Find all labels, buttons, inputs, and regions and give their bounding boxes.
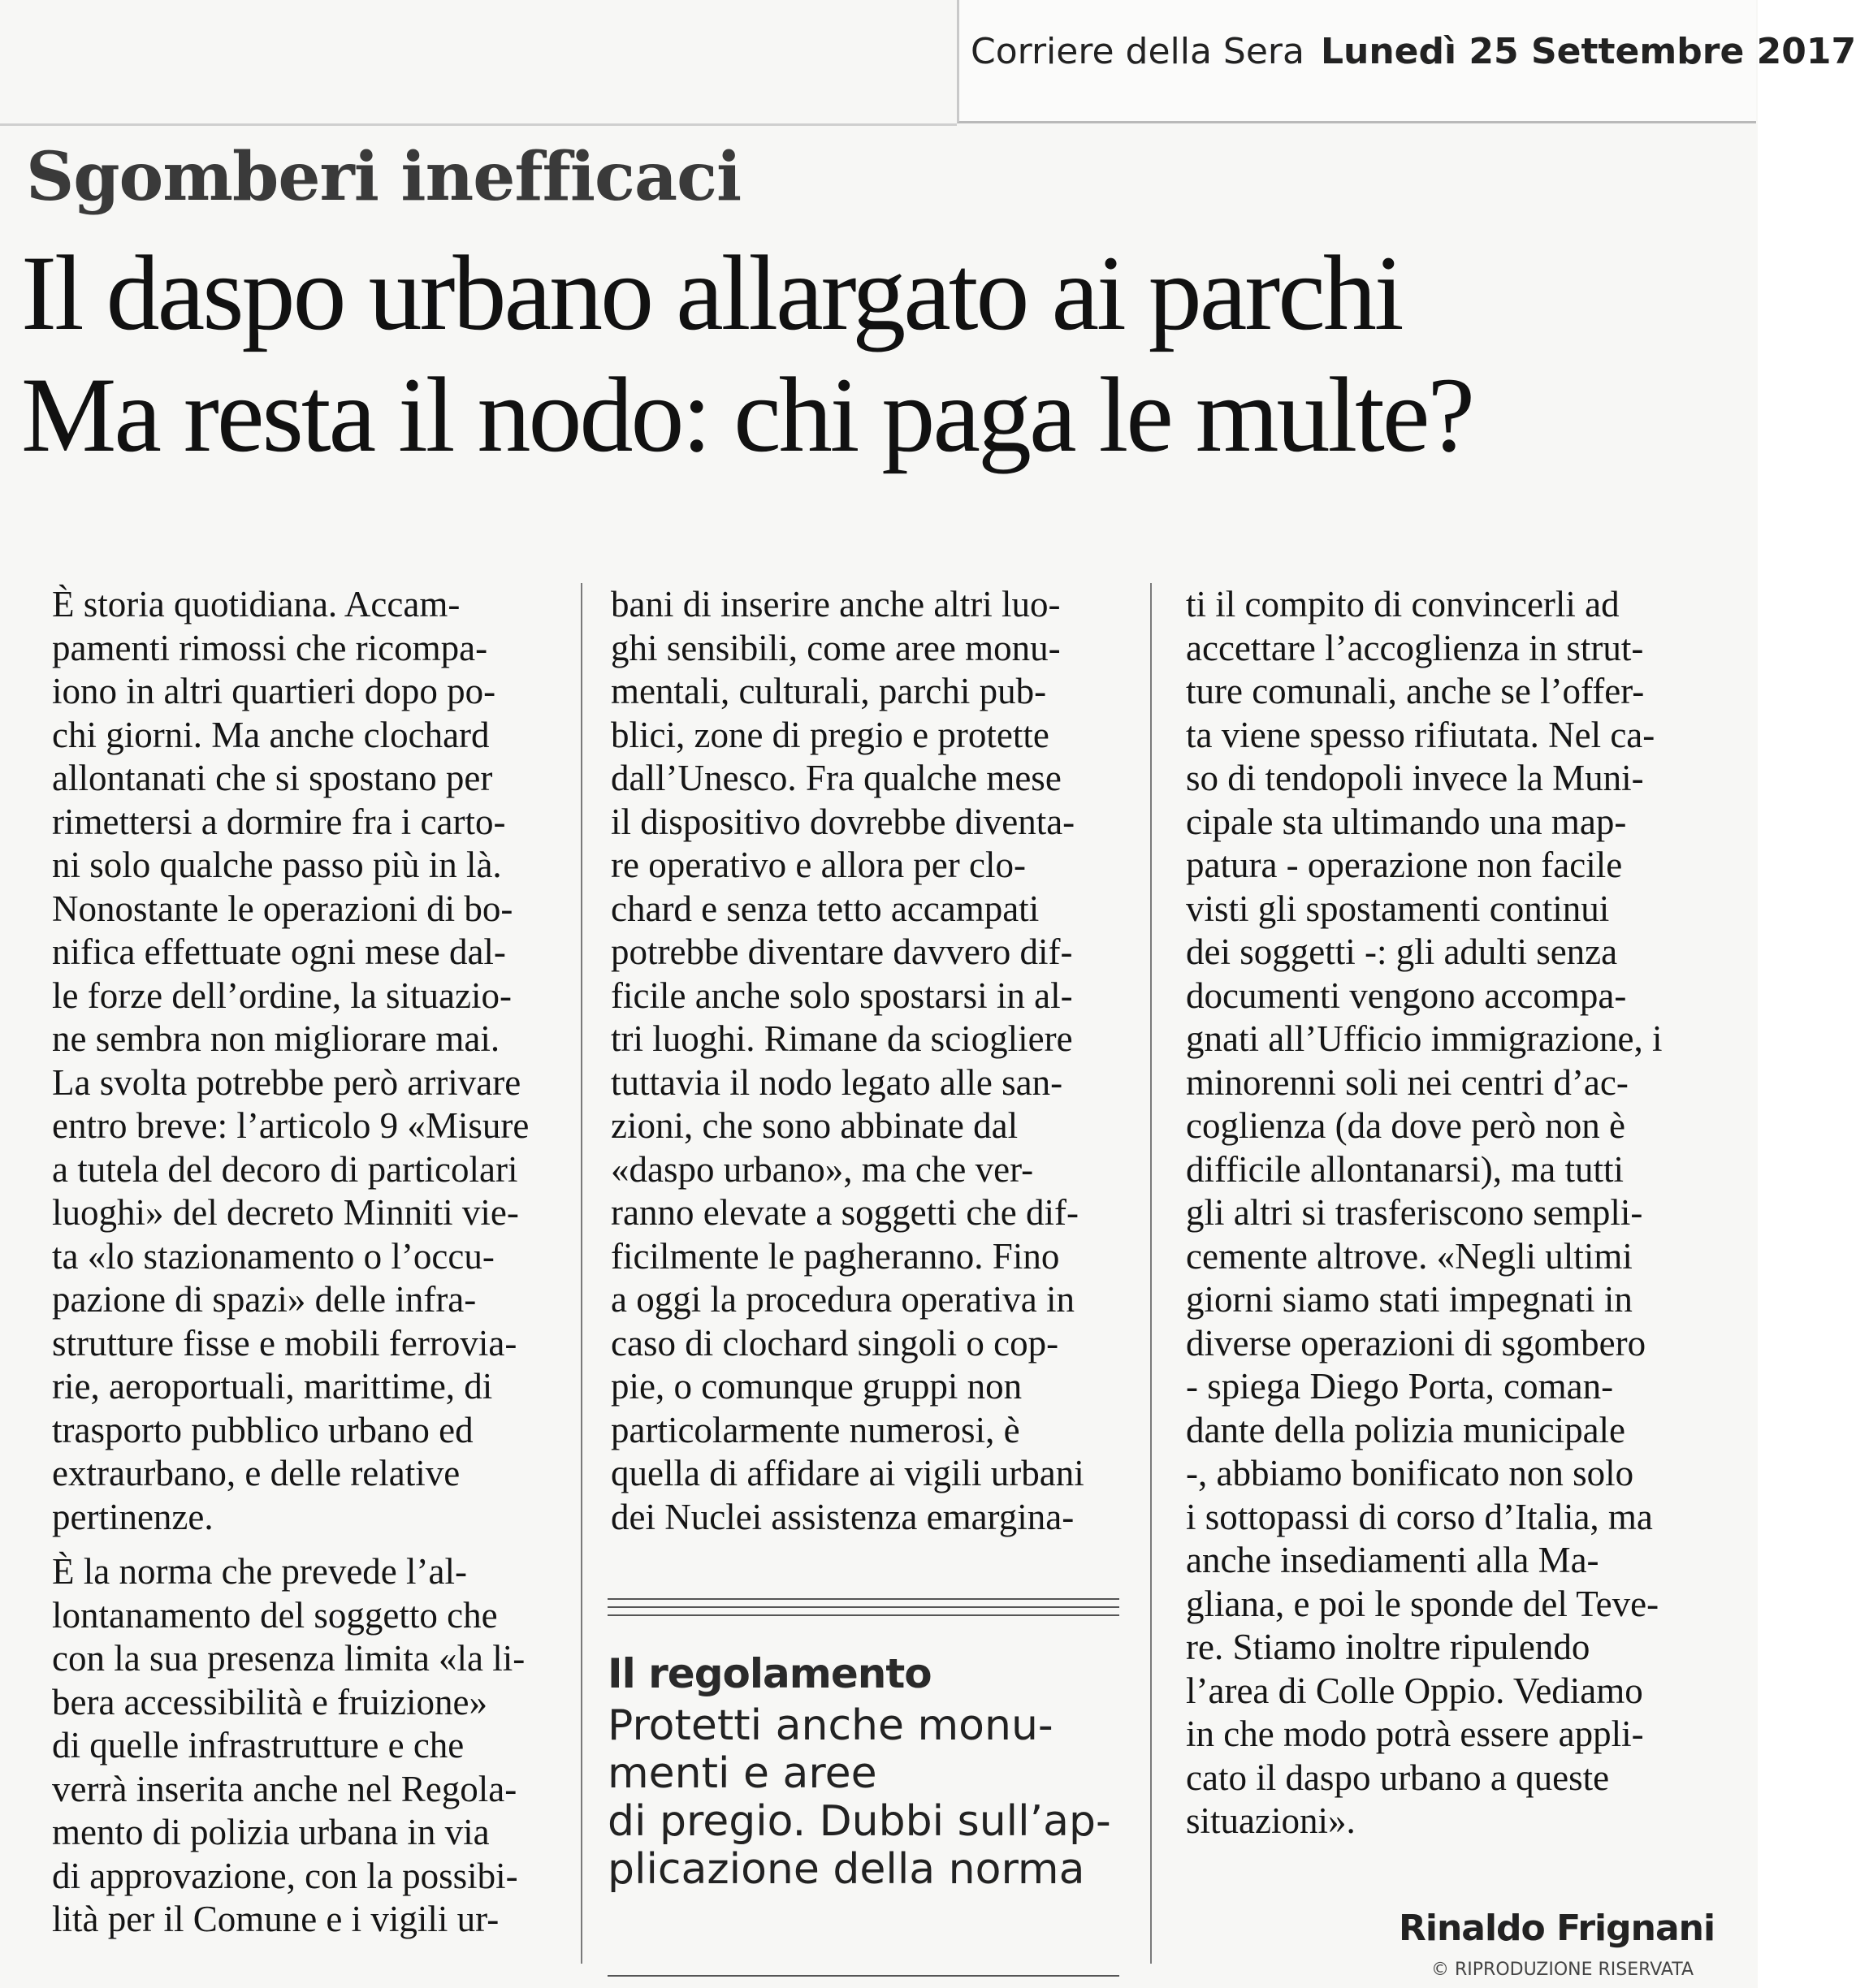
article-line: situazioni».	[1186, 1800, 1356, 1841]
article-line: luoghi» del decreto Minniti vie-	[52, 1192, 519, 1233]
article-column-1	[52, 583, 596, 1942]
article-line: le forze dell’ordine, la situazio-	[52, 975, 512, 1016]
box-rule	[608, 1598, 1119, 1600]
article-line: caso di clochard singoli o cop-	[611, 1322, 1059, 1364]
article-line: ficilmente le pagheranno. Fino	[611, 1235, 1060, 1277]
article-line: cemente altrove. «Negli ultimi	[1186, 1235, 1633, 1277]
headline-line-2: Ma resta il nodo: chi paga le multe?	[21, 355, 1473, 474]
article-line: entro breve: l’articolo 9 «Misure	[52, 1105, 530, 1146]
article-byline: Rinaldo Frignani	[1399, 1908, 1715, 1949]
article-line: «daspo urbano», ma che ver-	[611, 1148, 1034, 1190]
article-line: pertinenze.	[52, 1496, 214, 1537]
box-rule	[608, 1614, 1119, 1616]
article-line: ture comunali, anche se l’offer-	[1186, 671, 1645, 711]
article-line: anche insediamenti alla Ma-	[1186, 1540, 1599, 1580]
article-line: con la sua presenza limita «la li-	[52, 1638, 526, 1679]
article-line: -, abbiamo bonificato non solo	[1186, 1453, 1634, 1493]
newspaper-name: Corriere della Sera	[971, 31, 1304, 72]
article-line: difficile allontanarsi), ma tutti	[1186, 1148, 1625, 1190]
article-line: a oggi la procedura operativa in	[611, 1279, 1075, 1320]
article-line: quella di affidare ai vigili urbani	[611, 1453, 1084, 1493]
article-line: blici, zone di pregio e protette	[611, 714, 1049, 755]
article-headline	[21, 232, 1735, 476]
article-line: patura - operazione non facile	[1186, 845, 1623, 885]
article-line: a tutela del decoro di particolari	[52, 1148, 518, 1190]
box-line: Protetti anche monu-	[608, 1701, 1053, 1750]
article-column-3	[1186, 583, 1738, 1843]
article-line: coglienza (da dove però non è	[1186, 1105, 1626, 1146]
article-line: ti il compito di convincerli ad	[1186, 584, 1620, 624]
article-line: La svolta potrebbe però arrivare	[52, 1061, 521, 1103]
article-line: verrà inserita anche nel Regola-	[52, 1768, 517, 1809]
article-line: Nonostante le operazioni di bo-	[52, 888, 513, 929]
publication-date: Lunedì 25 Settembre 2017	[1320, 31, 1856, 72]
article-line: trasporto pubblico urbano ed	[52, 1409, 474, 1450]
box-line: di pregio. Dubbi sull’ap-	[608, 1797, 1111, 1846]
sidebar-box-rules	[608, 1598, 1119, 1623]
source-line	[971, 29, 1856, 75]
article-line: gliana, e poi le sponde del Teve-	[1186, 1583, 1659, 1624]
article-line: lità per il Comune e i vigili ur-	[52, 1899, 500, 1939]
article-line: pamenti rimossi che ricompa-	[52, 627, 488, 668]
article-line: ta viene spesso rifiutata. Nel ca-	[1186, 714, 1655, 755]
article-line: strutture fisse e mobili ferrovia-	[52, 1322, 517, 1364]
article-line: in che modo potrà essere appli-	[1186, 1714, 1644, 1754]
article-line: dei Nuclei assistenza emargina-	[611, 1496, 1075, 1537]
article-line: rimettersi a dormire fra i carto-	[52, 801, 506, 842]
article-line: cipale sta ultimando una map-	[1186, 801, 1627, 842]
article-line: - spiega Diego Porta, coman-	[1186, 1366, 1614, 1407]
article-line: È storia quotidiana. Accam-	[52, 584, 461, 624]
article-line: cato il daspo urbano a queste	[1186, 1757, 1610, 1798]
article-line: minorenni soli nei centri d’ac-	[1186, 1061, 1629, 1103]
article-line: ta «lo stazionamento o l’occu-	[52, 1235, 495, 1277]
article-line: ranno elevate a soggetti che dif-	[611, 1192, 1079, 1233]
article-line: nifica effettuate ogni mese dal-	[52, 931, 506, 972]
article-line: È la norma che prevede l’al-	[52, 1551, 467, 1592]
article-line: lontanamento del soggetto che	[52, 1594, 498, 1636]
article-line: di quelle infrastrutture e che	[52, 1725, 465, 1765]
box-line: menti e aree	[608, 1749, 877, 1798]
article-kicker: Sgomberi inefficaci	[26, 138, 742, 216]
article-line: ne sembra non migliorare mai.	[52, 1018, 500, 1059]
article-line: tuttavia il nodo legato alle san-	[611, 1061, 1063, 1103]
article-line: ghi sensibili, come aree monu-	[611, 627, 1061, 668]
article-line: di approvazione, con la possibi-	[52, 1855, 518, 1896]
article-line: zioni, che sono abbinate dal	[611, 1105, 1019, 1146]
article-line: accettare l’accoglienza in strut-	[1186, 627, 1644, 668]
article-line: chard e senza tetto accampati	[611, 888, 1040, 929]
article-line: ficile anche solo spostarsi in al-	[611, 975, 1073, 1016]
article-line: giorni siamo stati impegnati in	[1186, 1279, 1633, 1320]
sidebar-box-bottom-rule	[608, 1975, 1119, 1977]
sidebar-box-title: Il regolamento	[608, 1650, 932, 1697]
article-line: bani di inserire anche altri luo-	[611, 584, 1061, 624]
article-line: dante della polizia municipale	[1186, 1409, 1626, 1450]
article-line: mentali, culturali, parchi pub-	[611, 671, 1047, 711]
article-line: extraurbano, e delle relative	[52, 1453, 461, 1493]
article-line: allontanati che si spostano per	[52, 758, 493, 798]
article-line: iono in altri quartieri dopo po-	[52, 671, 496, 711]
article-line: ni solo qualche passo più in là.	[52, 845, 502, 885]
article-line: gli altri si trasferiscono sempli-	[1186, 1192, 1643, 1233]
article-line: i sottopassi di corso d’Italia, ma	[1186, 1496, 1653, 1537]
article-line: visti gli spostamenti continui	[1186, 888, 1610, 929]
article-line: re operativo e allora per clo-	[611, 845, 1026, 885]
article-line: pazione di spazi» delle infra-	[52, 1279, 477, 1320]
article-line: re. Stiamo inoltre ripulendo	[1186, 1627, 1590, 1667]
article-line: l’area di Colle Oppio. Vediamo	[1186, 1670, 1643, 1711]
article-line: dall’Unesco. Fra qualche mese	[611, 758, 1062, 798]
box-line: plicazione della norma	[608, 1845, 1085, 1894]
article-line: mento di polizia urbana in via	[52, 1812, 490, 1852]
article-line: dei soggetti -: gli adulti senza	[1186, 931, 1618, 972]
article-line: pie, o comunque gruppi non	[611, 1366, 1023, 1407]
article-column-2	[611, 583, 1155, 1539]
sidebar-box-text	[608, 1702, 1127, 1894]
article-line: so di tendopoli invece la Muni-	[1186, 758, 1644, 798]
article-line: bera accessibilità e fruizione»	[52, 1681, 487, 1722]
article-line: tri luoghi. Rimane da sciogliere	[611, 1018, 1073, 1059]
article-line: gnati all’Ufficio immigrazione, i	[1186, 1018, 1663, 1059]
article-line: il dispositivo dovrebbe diventa-	[611, 801, 1075, 842]
article-line: rie, aeroportuali, marittime, di	[52, 1366, 493, 1407]
article-line: documenti vengono accompa-	[1186, 975, 1627, 1016]
article-line: particolarmente numerosi, è	[611, 1409, 1020, 1450]
article-line: diverse operazioni di sgombero	[1186, 1322, 1646, 1364]
article-line: potrebbe diventare davvero dif-	[611, 931, 1073, 972]
box-rule	[608, 1606, 1119, 1608]
clipping-edge	[0, 123, 957, 126]
copyright-notice: © RIPRODUZIONE RISERVATA	[1431, 1960, 1694, 1980]
article-line: chi giorni. Ma anche clochard	[52, 714, 490, 755]
headline-line-1: Il daspo urbano allargato ai parchi	[21, 233, 1402, 352]
